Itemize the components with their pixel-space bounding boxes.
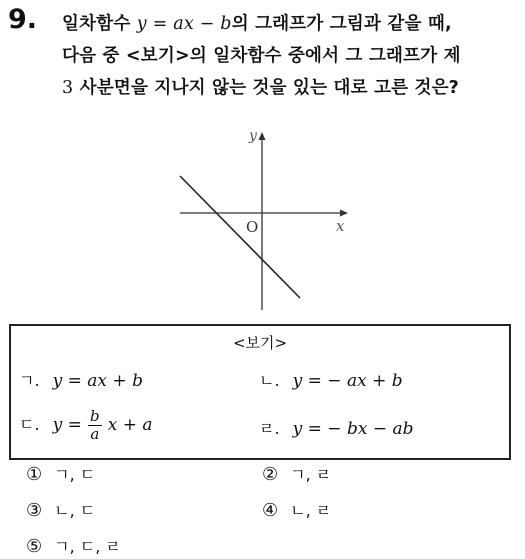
answer-text: ㄱ, ㄷ [54,465,96,484]
example-equation-prefix: y = [52,415,82,435]
example-equation: y = − ax + b [292,371,403,391]
fraction-denominator: a [90,425,100,443]
answer-text: ㄴ, ㄹ [290,501,332,520]
answer-option-5[interactable] [26,534,121,557]
example-label: ㄱ. [19,371,40,390]
example-item-3 [19,408,152,443]
answer-text: ㄱ, ㄹ [290,465,332,484]
stem-text-suffix: 의 그래프가 그림과 같을 때, [231,14,452,34]
answer-marker: ② [262,464,279,485]
x-axis-label: x [336,217,345,235]
y-axis-arrow-icon [259,132,266,140]
example-equation-suffix: x + a [107,415,153,435]
answer-marker: ① [26,464,43,485]
answer-option-4[interactable] [262,498,331,521]
example-label: ㄴ. [259,371,280,390]
question-stem-line-2: 다음 중 <보기>의 일차함수 중에서 그 그래프가 제 [62,46,461,66]
example-item-4 [259,416,413,439]
example-label: ㄷ. [19,415,40,434]
answer-marker: ⑤ [26,536,43,557]
example-label: ㄹ. [259,419,280,438]
question-number: 9. [8,4,38,35]
question-stem-line-3 [62,74,459,99]
answer-marker: ④ [262,500,279,521]
fraction [88,408,102,443]
fraction-numerator: b [90,407,100,425]
answer-text: ㄴ, ㄷ [54,501,96,520]
x-axis-arrow-icon [340,210,348,217]
answer-option-2[interactable] [262,462,331,485]
example-item-1 [19,368,143,391]
y-axis-label: y [249,128,257,144]
line-graph [160,118,370,318]
box-title: <보기> [232,334,288,352]
function-line [180,176,300,298]
question-stem-line-1 [62,10,452,35]
example-equation: y = ax + b [52,371,143,391]
answer-marker: ③ [26,500,43,521]
answer-text: ㄱ, ㄷ, ㄹ [54,537,121,556]
answer-option-3[interactable] [26,498,95,521]
answer-option-1[interactable] [26,462,95,485]
examples-box [9,324,511,460]
quadrant-number: 3 [62,78,74,98]
example-item-2 [259,368,403,391]
stem-equation: y = ax − b [136,14,232,34]
origin-label: O [246,218,259,236]
example-equation: y = − bx − ab [292,419,414,439]
stem-text-line3: 사분면을 지나지 않는 것을 있는 대로 고른 것은? [79,78,460,98]
stem-text-prefix: 일차함수 [62,14,131,34]
